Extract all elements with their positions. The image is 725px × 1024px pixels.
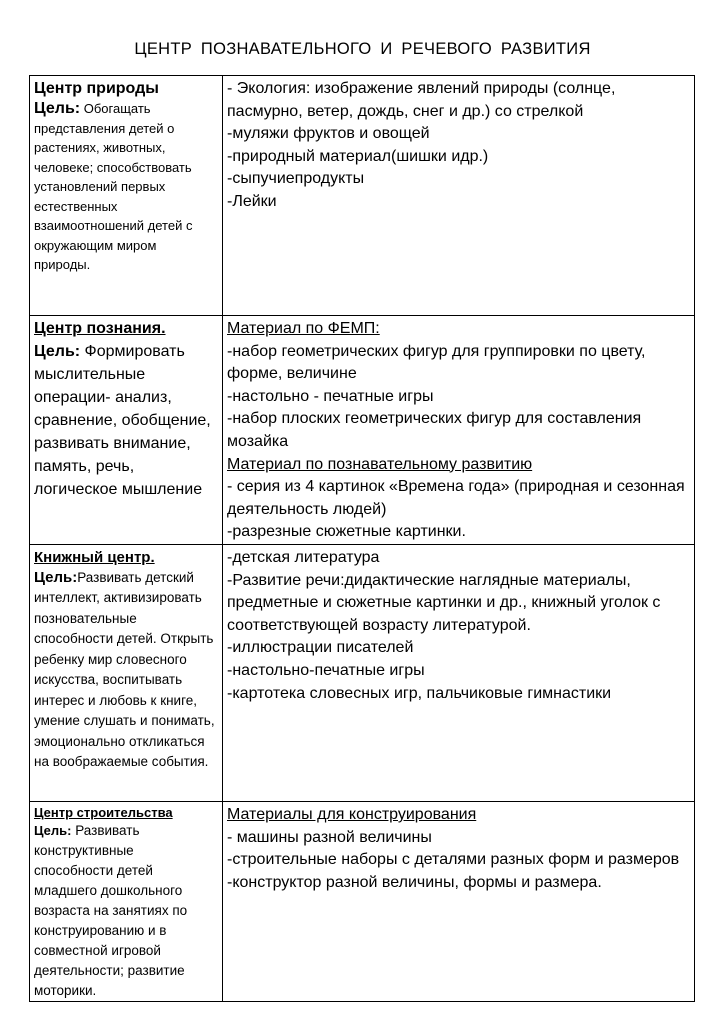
- list-item: - Экология: изображение явлений природы (солнце, пасмурно, ветер, дождь, снег и др.) со стрелкой: [227, 80, 616, 120]
- list-item: -картотека словесных игр, пальчиковые гимнастики: [227, 684, 612, 702]
- goal-label: Цель:: [34, 100, 81, 117]
- goal-text: [34, 568, 216, 773]
- list-item: -Лейки: [227, 192, 277, 210]
- goal-description: Развивать детский интеллект, активизировать позновательные способности детей. Открыть ребенку мир словесного искусства, воспитывать интерес и любовь к книге, умение слушать и понимать, эмоционально откликаться на воображаемые события.: [34, 569, 215, 770]
- list-item: -сыпучиепродукты: [227, 170, 365, 188]
- goal-label: Цель:: [34, 822, 72, 838]
- list-item: -природный материал(шишки идр.): [227, 147, 489, 165]
- left-cell: [30, 76, 223, 316]
- center-name: Центр строительства: [34, 804, 173, 820]
- table-row-construction-center: [30, 801, 695, 1001]
- list-item: -строительные наборы с деталями разных форм и размеров: [227, 851, 680, 869]
- goal-label: Цель:: [34, 568, 78, 586]
- left-cell: [30, 544, 223, 801]
- goal-text: [34, 821, 216, 1001]
- materials-cell: [223, 76, 695, 316]
- center-name: Центр природы: [34, 80, 159, 97]
- materials-heading: Материалы для конструирования: [227, 805, 477, 823]
- list-item: - серия из 4 картинок «Времена года» (природная и сезонная деятельность людей): [227, 478, 685, 518]
- page-title: ЦЕНТР ПОЗНАВАТЕЛЬНОГО И РЕЧЕВОГО РАЗВИТИЯ: [134, 40, 591, 58]
- left-cell: [30, 316, 223, 545]
- list-item: -иллюстрации писателей: [227, 639, 414, 657]
- table-row-nature-center: [30, 76, 695, 316]
- list-item: -набор плоских геометрических фигур для составления мозайка: [227, 410, 642, 450]
- materials-cell: [223, 801, 695, 1001]
- left-cell: [30, 801, 223, 1001]
- goal-description: Обогащать представления детей о растениях, животных, человеке; способствовать установлений первых естественных взаимоотношений детей с окружающим миром природы.: [34, 101, 193, 272]
- list-item: -Развитие речи:дидактические наглядные материалы, предметные и сюжетные картинки и др., книжный уголок с соответствующей возрасту литературой.: [227, 571, 661, 634]
- list-item: -настольно-печатные игры: [227, 661, 425, 679]
- materials-heading: Материал по ФЕМП:: [227, 320, 380, 337]
- list-item: -разрезные сюжетные картинки.: [227, 523, 466, 541]
- goal-description: Развивать конструктивные способности детей младшего дошкольного возраста на занятиях по конструированию и в совместной игровой деятельности; развитие моторики.: [34, 822, 188, 998]
- goal-description: Формировать мыслительные операции- анализ, сравнение, обобщение, развивать внимание, память, речь, логическое мышление: [34, 343, 211, 498]
- list-item: -муляжи фруктов и овощей: [227, 125, 430, 143]
- materials-heading: Материал по познавательному развитию: [227, 455, 533, 473]
- center-name: Центр познания.: [34, 320, 166, 337]
- list-item: -конструктор разной величины, формы и размера.: [227, 873, 602, 891]
- table-row-cognition-center: [30, 316, 695, 545]
- center-name: Книжный центр.: [34, 548, 155, 566]
- materials-cell: [223, 544, 695, 801]
- list-item: -настольно - печатные игры: [227, 387, 434, 405]
- goal-label: Цель:: [34, 343, 81, 360]
- materials-cell: [223, 316, 695, 545]
- list-item: -детская литература: [227, 548, 380, 566]
- list-item: -набор геометрических фигур для группировки по цвету, форме, величине: [227, 342, 646, 383]
- goal-text: [34, 99, 216, 275]
- centers-table: [29, 75, 695, 1002]
- table-row-book-center: [30, 544, 695, 801]
- list-item: - машины разной величины: [227, 828, 432, 846]
- goal-text: [34, 340, 216, 501]
